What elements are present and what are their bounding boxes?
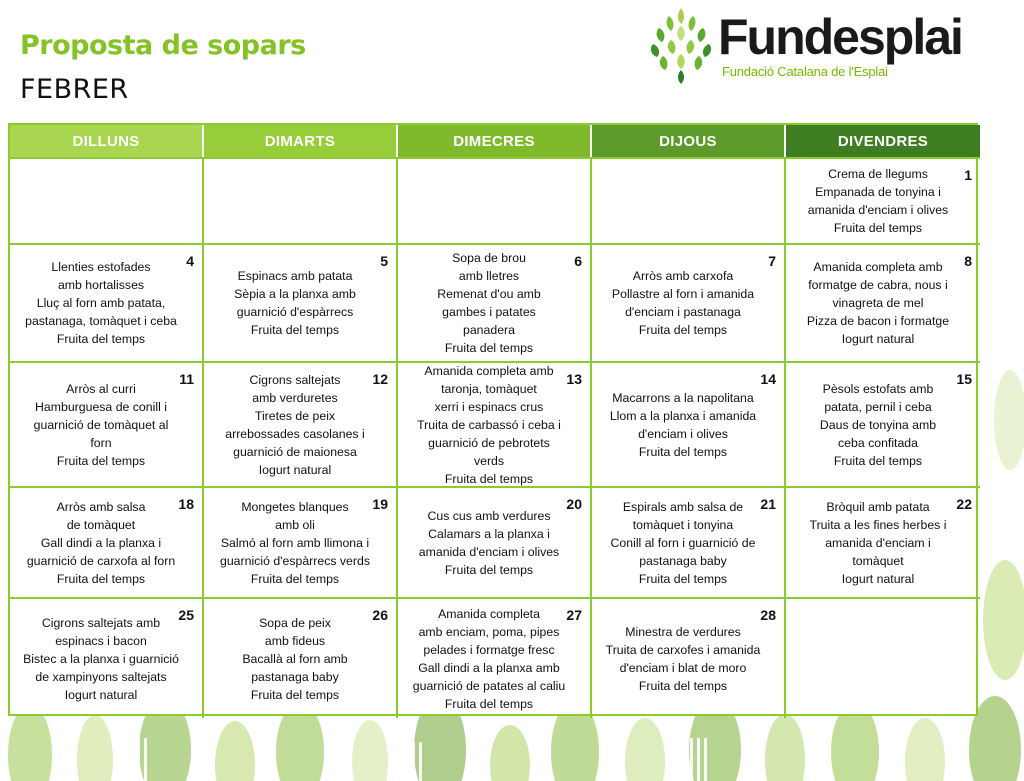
meal-item: xerri i espinacs crus (434, 399, 544, 414)
day-cell (592, 597, 786, 718)
meal-list (810, 498, 947, 588)
empty-day-cell (204, 157, 398, 243)
meal-item: Remenat d'ou amb (437, 287, 541, 301)
meal-list (225, 371, 364, 479)
meal-item: Arròs amb carxofa (632, 269, 734, 283)
meal-list (25, 258, 177, 348)
meal-item: Cigrons saltejats amb (41, 615, 161, 630)
meal-item: guarnició de carxofa al forn (26, 553, 176, 568)
meal-item: Iogurt natural (64, 687, 138, 702)
empty-day-cell (592, 157, 786, 243)
meal-item: panadera (463, 323, 515, 337)
meal-item: Empanada de tonyina i (815, 185, 941, 199)
meal-item: espinacs i bacon (55, 633, 147, 648)
meal-item: Fruita del temps (833, 453, 923, 468)
meal-item: Truita de carxofes i amanida (605, 642, 761, 657)
meal-item: Daus de tonyina amb (819, 417, 937, 432)
logo-tagline: Fundació Catalana de l'Esplai (722, 64, 888, 79)
meal-item: Bròquil amb patata (826, 499, 930, 514)
meal-item: Sèpia a la planxa amb (234, 287, 356, 301)
day-cell (398, 361, 592, 486)
meal-item: Pèsols estofats amb (822, 381, 934, 396)
meal-item: Fruita del temps (444, 341, 534, 355)
day-number: 27 (566, 607, 582, 623)
day-number: 4 (186, 253, 194, 269)
day-number: 15 (956, 371, 972, 387)
meal-list (242, 614, 347, 704)
meal-item: Iogurt natural (841, 571, 915, 586)
meal-list (419, 507, 559, 579)
day-number: 18 (178, 496, 194, 512)
day-cell (204, 243, 398, 361)
day-cell (592, 243, 786, 361)
fundesplai-logo (645, 6, 985, 84)
meal-list (413, 605, 565, 713)
meal-list (612, 267, 754, 339)
meal-item: guarnició de maionesa (233, 444, 357, 459)
meal-item: d'enciam i blat de moro (619, 660, 747, 675)
meal-item: pastanaga baby (251, 669, 339, 684)
weekday-header: DIJOUS (592, 125, 786, 157)
meal-item: formatge de cabra, nous i (808, 278, 948, 292)
month-label: FEBRER (20, 74, 129, 105)
meal-item: tomàquet i tonyina (632, 517, 734, 532)
meal-item: pastanaga, tomàquet i ceba (25, 314, 177, 328)
weekday-header: DIVENDRES (786, 125, 980, 157)
day-cell (786, 157, 980, 243)
meal-item: Sopa de brou (452, 251, 526, 265)
meal-list (27, 498, 175, 588)
meal-item: amanida d'enciam i (825, 535, 931, 550)
meal-list (220, 498, 370, 588)
meal-item: Espinacs amb patata (237, 269, 353, 283)
meal-item: amb oli (275, 517, 315, 532)
meal-item: Bistec a la planxa i guarnició (23, 651, 179, 666)
day-number: 14 (760, 371, 776, 387)
day-number: 26 (372, 607, 388, 623)
day-cell (204, 361, 398, 486)
meal-item: Sopa de peix (259, 615, 331, 630)
meal-item: Cigrons saltejats (249, 372, 341, 387)
meal-list (23, 614, 179, 704)
meal-item: Mongetes blanques (241, 499, 349, 514)
meal-item: pelades i formatge fresc (423, 642, 555, 657)
day-cell (10, 361, 204, 486)
day-cell (204, 597, 398, 718)
day-number: 22 (956, 496, 972, 512)
day-number: 12 (372, 371, 388, 387)
menu-calendar (8, 123, 978, 716)
weekday-header: DIMECRES (398, 125, 592, 157)
day-cell (204, 486, 398, 597)
day-number: 28 (760, 607, 776, 623)
meal-item: Conill al forn i guarnició de (610, 535, 756, 550)
day-cell (786, 361, 980, 486)
meal-item: Fruita del temps (833, 221, 923, 235)
meal-item: de xampinyons saltejats (35, 669, 167, 684)
day-number: 21 (760, 496, 776, 512)
meal-item: amb verduretes (252, 390, 338, 405)
meal-item: Cus cus amb verdures (427, 508, 551, 523)
day-number: 5 (380, 253, 388, 269)
meal-item: forn (90, 435, 112, 450)
meal-item: gambes i patates (442, 305, 536, 319)
day-cell (592, 486, 786, 597)
empty-day-cell (398, 157, 592, 243)
weekday-header: DIMARTS (204, 125, 398, 157)
meal-item: Crema de llegums (828, 167, 928, 181)
meal-item: taronja, tomàquet (441, 381, 537, 396)
meal-item: Hamburguesa de conill i (35, 399, 167, 414)
meal-item: Amanida completa (438, 606, 540, 621)
day-cell (10, 243, 204, 361)
meal-item: Fruita del temps (250, 687, 340, 702)
meal-item: guarnició de pebrotets (428, 435, 550, 450)
meal-item: vinagreta de mel (832, 296, 924, 310)
meal-item: guarnició d'espàrrecs (236, 305, 354, 319)
meal-item: Arròs amb salsa (56, 499, 146, 514)
meal-item: Iogurt natural (841, 332, 915, 346)
meal-list (808, 165, 948, 237)
meal-item: patata, pernil i ceba (824, 399, 932, 414)
day-cell (398, 597, 592, 718)
empty-day-cell (786, 597, 980, 718)
meal-item: Fruita del temps (56, 571, 146, 586)
day-number: 25 (178, 607, 194, 623)
meal-item: Fruita del temps (250, 571, 340, 586)
meal-item: Fruita del temps (444, 696, 534, 711)
day-number: 19 (372, 496, 388, 512)
tree-leaves-icon (645, 6, 717, 84)
meal-item: ceba confitada (838, 435, 918, 450)
meal-item: guarnició de patates al caliu (412, 678, 566, 693)
meal-item: amanida d'enciam i olives (807, 203, 949, 217)
meal-item: guarnició d'espàrrecs verds (220, 553, 370, 568)
meal-item: Pollastre al forn i amanida (611, 287, 755, 301)
day-number: 7 (768, 253, 776, 269)
meal-item: Fruita del temps (638, 444, 728, 459)
meal-list (611, 498, 756, 588)
meal-list (437, 249, 541, 357)
day-cell (398, 243, 592, 361)
day-number: 1 (964, 167, 972, 183)
meal-list (820, 380, 936, 470)
meal-item: amanida d'enciam i olives (418, 544, 560, 559)
meal-item: Fruita del temps (444, 471, 534, 486)
day-number: 6 (574, 253, 582, 269)
meal-item: de tomàquet (66, 517, 136, 532)
meal-item: d'enciam i pastanaga (625, 305, 741, 319)
meal-item: Minestra de verdures (625, 624, 741, 639)
day-number: 8 (964, 253, 972, 269)
meal-item: pastanaga baby (639, 553, 727, 568)
day-number: 11 (179, 371, 194, 387)
meal-item: Macarrons a la napolitana (612, 390, 754, 405)
meal-item: amb fideus (264, 633, 326, 648)
meal-item: guarnició de tomàquet al (33, 417, 169, 432)
meal-list (610, 389, 756, 461)
meal-item: Truita de carbassó i ceba i (417, 417, 561, 432)
meal-item: Llom a la planxa i amanida (609, 408, 757, 423)
empty-day-cell (10, 157, 204, 243)
day-number: 20 (566, 496, 582, 512)
meal-item: Fruita del temps (56, 332, 146, 346)
day-cell (786, 486, 980, 597)
meal-item: Calamars a la planxa i (428, 526, 550, 541)
meal-item: Fruita del temps (638, 571, 728, 586)
meal-item: Gall dindi a la planxa i (40, 535, 162, 550)
weekday-header: DILLUNS (10, 125, 204, 157)
meal-item: Iogurt natural (258, 462, 332, 477)
meal-item: Salmó al forn amb llimona i (220, 535, 370, 550)
meal-item: Gall dindi a la planxa amb (418, 660, 560, 675)
meal-item: Amanida completa amb (424, 363, 554, 378)
meal-item: Fruita del temps (444, 562, 534, 577)
day-cell (10, 597, 204, 718)
meal-item: Tiretes de peix (254, 408, 336, 423)
page-title: Proposta de sopars (20, 30, 306, 61)
meal-item: d'enciam i olives (638, 426, 728, 441)
meal-item: amb lletres (458, 269, 520, 283)
meal-list (807, 258, 949, 348)
meal-item: tomàquet (852, 553, 904, 568)
day-cell (398, 486, 592, 597)
meal-item: Llenties estofades (51, 260, 151, 274)
meal-item: amb enciam, poma, pipes (418, 624, 560, 639)
meal-list (234, 267, 356, 339)
logo-name: Fundesplai (718, 9, 962, 65)
meal-item: Truita a les fines herbes i (809, 517, 947, 532)
day-number: 13 (566, 371, 582, 387)
meal-item: Lluç al forn amb patata, (36, 296, 166, 310)
meal-item: verds (473, 453, 505, 468)
meal-list (417, 362, 561, 488)
meal-list (34, 380, 169, 470)
meal-item: amb hortalisses (57, 278, 145, 292)
meal-item: Pizza de bacon i formatge (806, 314, 950, 328)
meal-item: Bacallà al forn amb (242, 651, 348, 666)
day-cell (10, 486, 204, 597)
meal-item: Fruita del temps (638, 678, 728, 693)
meal-item: Fruita del temps (638, 323, 728, 337)
meal-item: Arròs al curri (66, 381, 136, 396)
meal-item: arrebossades casolanes i (225, 426, 365, 441)
day-cell (786, 243, 980, 361)
meal-item: Fruita del temps (250, 323, 340, 337)
meal-item: Amanida completa amb (813, 260, 943, 274)
meal-item: Fruita del temps (56, 453, 146, 468)
meal-item: Espirals amb salsa de (622, 499, 744, 514)
meal-list (606, 623, 761, 695)
day-cell (592, 361, 786, 486)
